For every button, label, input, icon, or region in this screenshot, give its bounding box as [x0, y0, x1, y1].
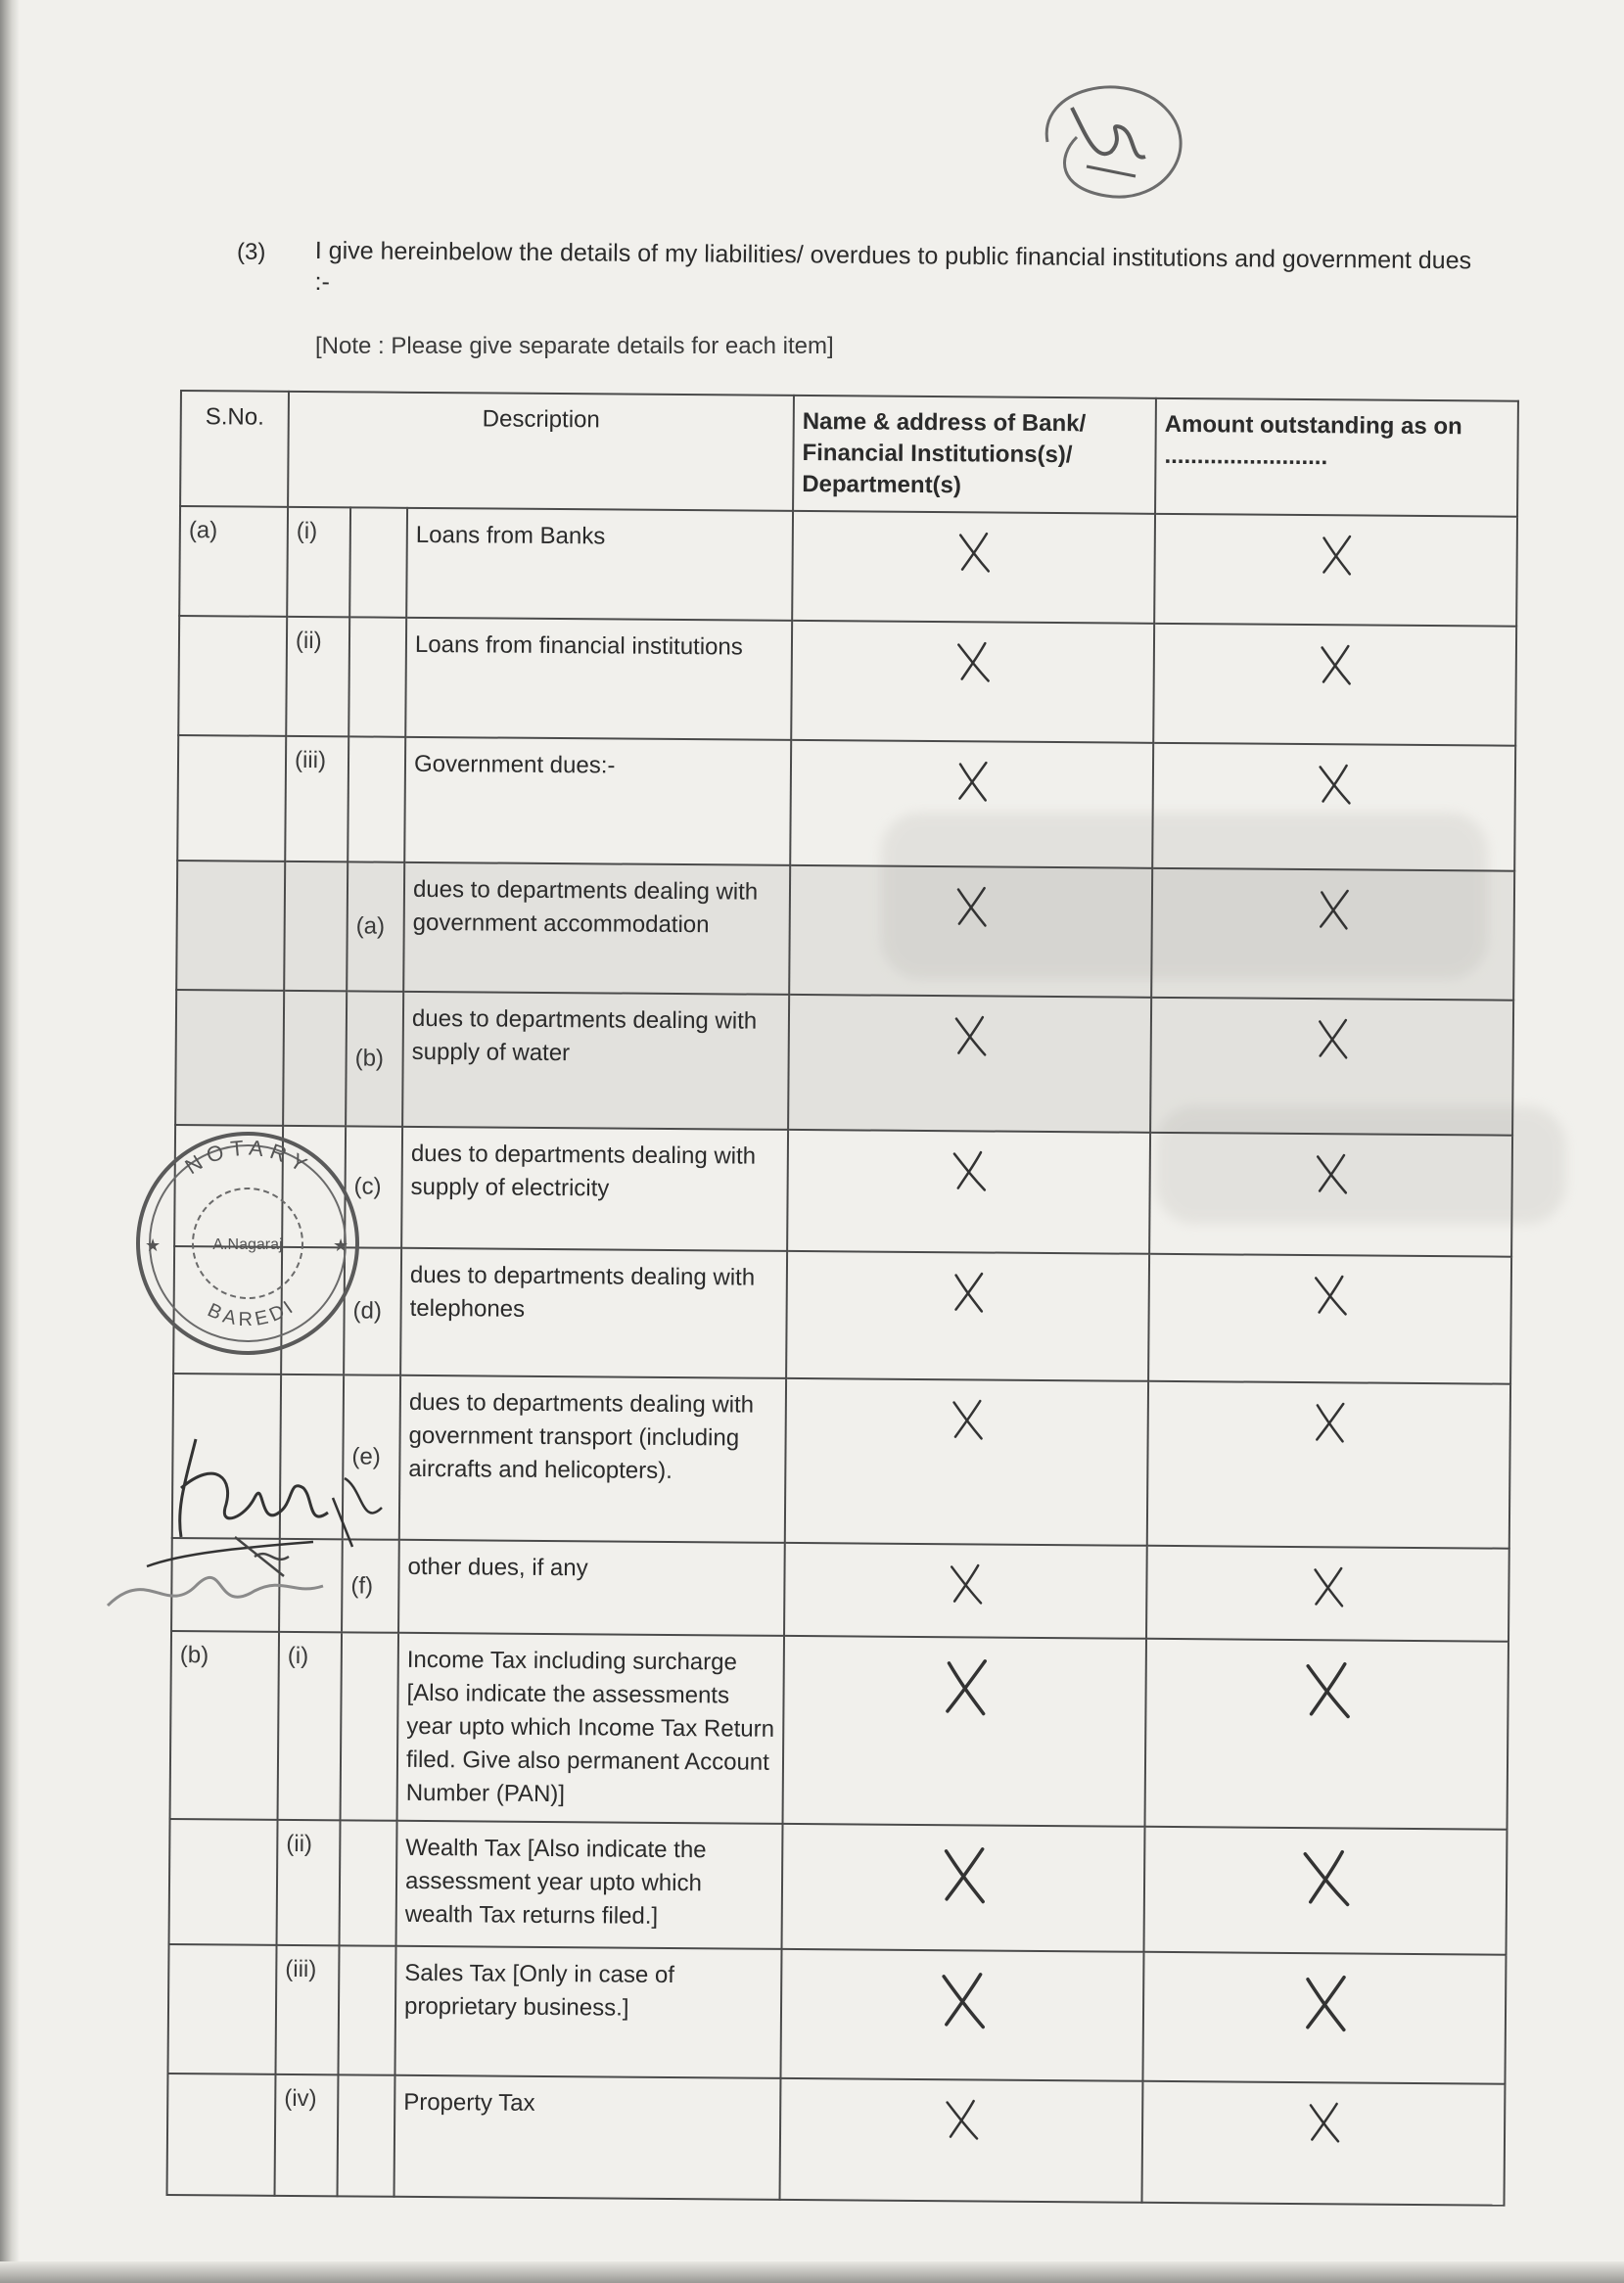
cross-mark — [1163, 634, 1508, 694]
row-roman-number: (i) — [287, 507, 350, 617]
cross-mark — [1152, 1963, 1498, 2042]
notary-stamp — [125, 1126, 370, 1361]
row-bank-cell — [790, 740, 1153, 868]
cross-mark — [795, 1389, 1139, 1449]
table-row — [173, 1246, 1511, 1384]
cross-mark — [797, 1141, 1141, 1200]
table-row — [179, 506, 1517, 627]
row-amount-cell — [1149, 1133, 1512, 1257]
row-bank-cell — [787, 1130, 1150, 1254]
section-intro-text: I give hereinbelow the details of my liabilities/ overdues to public financial institutions and government dues :- — [314, 236, 1472, 297]
table-row — [178, 616, 1516, 746]
cross-mark — [1158, 1265, 1503, 1325]
table-row — [167, 2073, 1506, 2206]
row-roman-number — [283, 991, 347, 1126]
row-description: Loans from financial institutions — [405, 618, 792, 740]
row-sub-letter: (e) — [343, 1374, 400, 1539]
row-roman-number: (iii) — [275, 1945, 339, 2074]
cross-mark — [802, 522, 1146, 582]
row-sno: (a) — [179, 506, 288, 617]
row-amount-cell — [1153, 624, 1516, 746]
row-amount-cell — [1142, 1952, 1506, 2084]
row-description: other dues, if any — [398, 1540, 785, 1636]
table-row — [174, 1125, 1512, 1257]
row-description: dues to departments dealing with telephones — [400, 1248, 787, 1378]
row-sno — [169, 1819, 278, 1945]
table-row — [169, 1819, 1508, 1955]
cross-mark — [1161, 879, 1506, 939]
row-amount-cell — [1148, 1254, 1511, 1384]
header-amount: Amount outstanding as on ......................... — [1155, 398, 1518, 517]
table-row — [176, 861, 1514, 1001]
row-bank-cell — [782, 1824, 1145, 1952]
row-sno — [178, 616, 287, 736]
row-amount-cell — [1154, 514, 1517, 627]
row-amount-cell — [1152, 743, 1515, 871]
row-sno — [175, 990, 284, 1126]
scan-bottom-edge-shadow — [0, 2261, 1624, 2283]
row-description: Loans from Banks — [406, 508, 793, 621]
row-roman-number — [284, 862, 348, 991]
cross-mark — [799, 876, 1143, 936]
cross-mark — [791, 1835, 1137, 1914]
row-description: dues to departments dealing with supply of water — [402, 992, 789, 1130]
table-row — [175, 990, 1513, 1136]
row-description: dues to departments dealing with government transport (including aircrafts and helicopters). — [399, 1375, 786, 1543]
row-sno: (b) — [170, 1631, 280, 1820]
row-sno — [177, 735, 286, 862]
row-description: Wealth Tax [Also indicate the assessment year upto which wealth Tax returns filed.] — [396, 1821, 783, 1949]
table-row — [177, 735, 1515, 871]
cross-mark — [1160, 1008, 1505, 1068]
row-roman-number: (iv) — [275, 2074, 339, 2196]
row-sno — [167, 1944, 276, 2074]
row-sub-letter: (b) — [346, 991, 403, 1126]
row-sub-letter — [348, 736, 405, 862]
row-sno — [176, 861, 285, 991]
cross-mark — [1159, 1143, 1504, 1203]
row-amount-cell — [1146, 1546, 1509, 1642]
row-bank-cell — [791, 621, 1154, 743]
section-note: [Note : Please give separate details for each item] — [315, 333, 834, 359]
row-bank-cell — [792, 511, 1155, 624]
row-description: Property Tax — [394, 2075, 781, 2200]
cross-mark — [1163, 525, 1508, 584]
stamp-bottom-text: BAREDI — [204, 1294, 301, 1331]
svg-text:★: ★ — [333, 1235, 349, 1256]
stamp-middle-text: A.Nagaraj — [212, 1236, 283, 1253]
row-sub-letter — [338, 1945, 395, 2074]
cross-mark — [1154, 1650, 1500, 1729]
row-amount-cell — [1150, 998, 1513, 1136]
row-description: dues to departments dealing with government accommodation — [403, 862, 790, 995]
row-sub-letter: (a) — [347, 862, 404, 991]
cross-mark — [793, 1554, 1137, 1613]
cross-mark — [1151, 2092, 1496, 2152]
row-sub-letter — [340, 1820, 397, 1945]
cross-mark — [1153, 1838, 1499, 1917]
row-amount-cell — [1151, 868, 1514, 1001]
cross-mark — [1162, 754, 1507, 814]
row-roman-number: (ii) — [286, 617, 349, 736]
row-bank-cell — [785, 1378, 1148, 1546]
row-roman-number: (i) — [278, 1632, 343, 1820]
cross-mark — [790, 1960, 1136, 2039]
row-bank-cell — [784, 1543, 1147, 1639]
cross-mark — [798, 1005, 1142, 1065]
row-description: Income Tax including surcharge [Also indicate the assessments year upto which Income Tax Return filed. Give also permanent Account Number (PAN)] — [397, 1633, 784, 1824]
row-bank-cell — [780, 1949, 1143, 2081]
row-bank-cell — [786, 1251, 1149, 1381]
row-sno — [167, 2073, 276, 2196]
row-sub-letter: (c) — [345, 1126, 402, 1247]
row-description: Sales Tax [Only in case of proprietary business.] — [394, 1946, 781, 2078]
row-sub-letter — [348, 617, 406, 736]
cross-mark — [792, 1647, 1137, 1726]
row-amount-cell — [1145, 1639, 1508, 1830]
cross-mark — [789, 2089, 1134, 2149]
row-bank-cell — [783, 1636, 1146, 1827]
row-amount-cell — [1147, 1381, 1510, 1549]
row-sub-letter — [338, 2074, 395, 2196]
row-amount-cell — [1143, 1827, 1507, 1955]
cross-mark — [796, 1262, 1140, 1322]
scan-left-edge-shadow — [0, 0, 20, 2283]
row-bank-cell — [789, 865, 1152, 998]
header-description: Description — [288, 392, 794, 511]
svg-text:NOTARY — [180, 1136, 316, 1181]
row-sub-letter: (f) — [342, 1539, 399, 1632]
cross-mark — [801, 631, 1145, 691]
header-bank: Name & address of Bank/ Financial Institutions(s)/ Department(s) — [793, 396, 1156, 514]
stamp-top-text: NOTARY — [180, 1135, 317, 1181]
row-description: dues to departments dealing with supply of electricity — [401, 1127, 788, 1251]
row-sub-letter — [349, 507, 407, 617]
row-amount-cell — [1141, 2081, 1505, 2206]
row-bank-cell — [788, 995, 1151, 1133]
row-sub-letter: (d) — [344, 1247, 401, 1374]
cross-mark — [800, 751, 1144, 811]
row-roman-number: (ii) — [277, 1820, 341, 1945]
cross-mark — [1157, 1392, 1502, 1452]
row-roman-number: (iii) — [285, 736, 348, 862]
cross-mark — [1155, 1557, 1500, 1616]
row-description: Government dues:- — [404, 737, 791, 865]
handwritten-signature — [88, 1420, 421, 1664]
header-sno: S.No. — [180, 391, 289, 507]
svg-text:★: ★ — [145, 1235, 162, 1256]
table-row — [167, 1944, 1506, 2084]
handwritten-initials — [1018, 69, 1214, 215]
svg-text:BAREDI — [205, 1295, 301, 1330]
row-bank-cell — [779, 2078, 1142, 2203]
section-number: (3) — [237, 239, 266, 265]
